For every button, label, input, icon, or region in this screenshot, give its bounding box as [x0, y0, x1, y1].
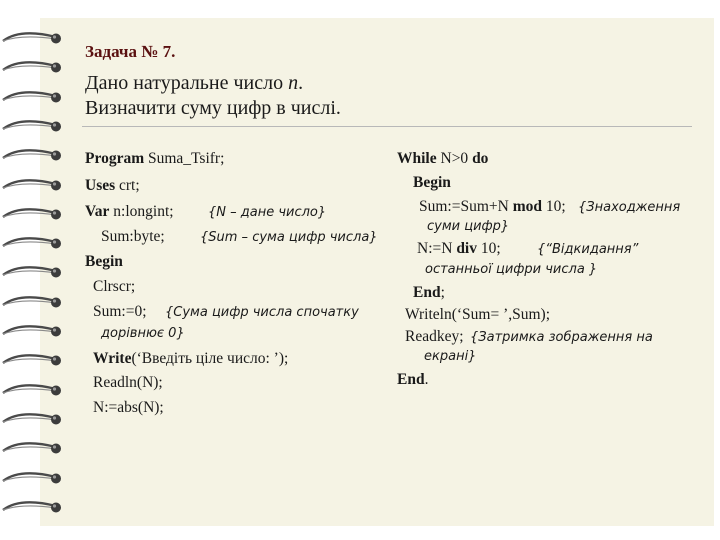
code-while: While N>0 do [397, 150, 489, 167]
spiral-ring-icon [0, 352, 62, 368]
spiral-ring-icon [0, 411, 62, 427]
code-var: Var n:longint; [85, 203, 174, 220]
page-title: Задача № 7. [85, 42, 176, 61]
divider [82, 126, 692, 127]
spiral-ring-icon [0, 118, 62, 134]
code-sum-stmt-comment-2: суми цифр} [427, 219, 510, 234]
code-sum-comment-2: дорівнює 0} [101, 326, 185, 341]
spiral-ring-icon [0, 59, 62, 75]
code-readkey: Readkey; [405, 328, 464, 345]
code-write: Write(‘Введіть ціле число: ’); [93, 350, 289, 367]
spiral-ring-icon [0, 382, 62, 398]
spiral-ring-icon [0, 294, 62, 310]
code-readln: Readln(N); [93, 374, 163, 391]
spiral-ring-icon [0, 323, 62, 339]
code-readkey-comment-2: екрані} [424, 349, 477, 364]
code-sum-comment-1: {Сума цифр числа спочатку [165, 305, 359, 320]
spiral-ring-icon [0, 499, 62, 515]
spiral-ring-icon [0, 264, 62, 280]
code-begin: Begin [85, 253, 123, 270]
spiral-ring-icon [0, 235, 62, 251]
spiral-ring-icon [0, 470, 62, 486]
spiral-ring-icon [0, 89, 62, 105]
code-loop-end: End; [413, 284, 445, 301]
code-n-stmt: N:=N div 10; [417, 240, 501, 257]
code-var-comment: {N – дане число} [208, 205, 327, 220]
spiral-ring-icon [0, 206, 62, 222]
code-sum-stmt: Sum:=Sum+N mod 10; [419, 198, 566, 215]
task-line-2: Визначити суму цифр в числі. [85, 97, 341, 119]
code-readkey-comment-1: {Затримка зображення на [470, 330, 653, 345]
code-n-stmt-comment-2: останньої цифри числа } [425, 262, 598, 277]
code-clrscr: Clrscr; [93, 278, 136, 295]
spiral-ring-icon [0, 30, 62, 46]
task-line-1: Дано натуральне число n. [85, 72, 304, 94]
code-loop-begin: Begin [413, 174, 451, 191]
code-var-sum-comment: {Sum – сума цифр числа} [200, 230, 378, 245]
code-uses: Uses crt; [85, 177, 140, 194]
code-writeln: Writeln(‘Sum= ’,Sum); [405, 306, 551, 323]
code-abs: N:=abs(N); [93, 399, 164, 416]
code-program: Program Suma_Tsifr; [85, 150, 225, 167]
spiral-ring-icon [0, 147, 62, 163]
spiral-ring-icon [0, 177, 62, 193]
code-final-end: End. [397, 371, 429, 388]
code-sum-stmt-comment-1: {Знаходження [578, 200, 681, 215]
code-sum-init: Sum:=0; [93, 303, 147, 320]
code-n-stmt-comment-1: {“Відкидання” [537, 242, 639, 257]
spiral-ring-icon [0, 440, 62, 456]
code-var-sum: Sum:byte; [101, 228, 165, 245]
